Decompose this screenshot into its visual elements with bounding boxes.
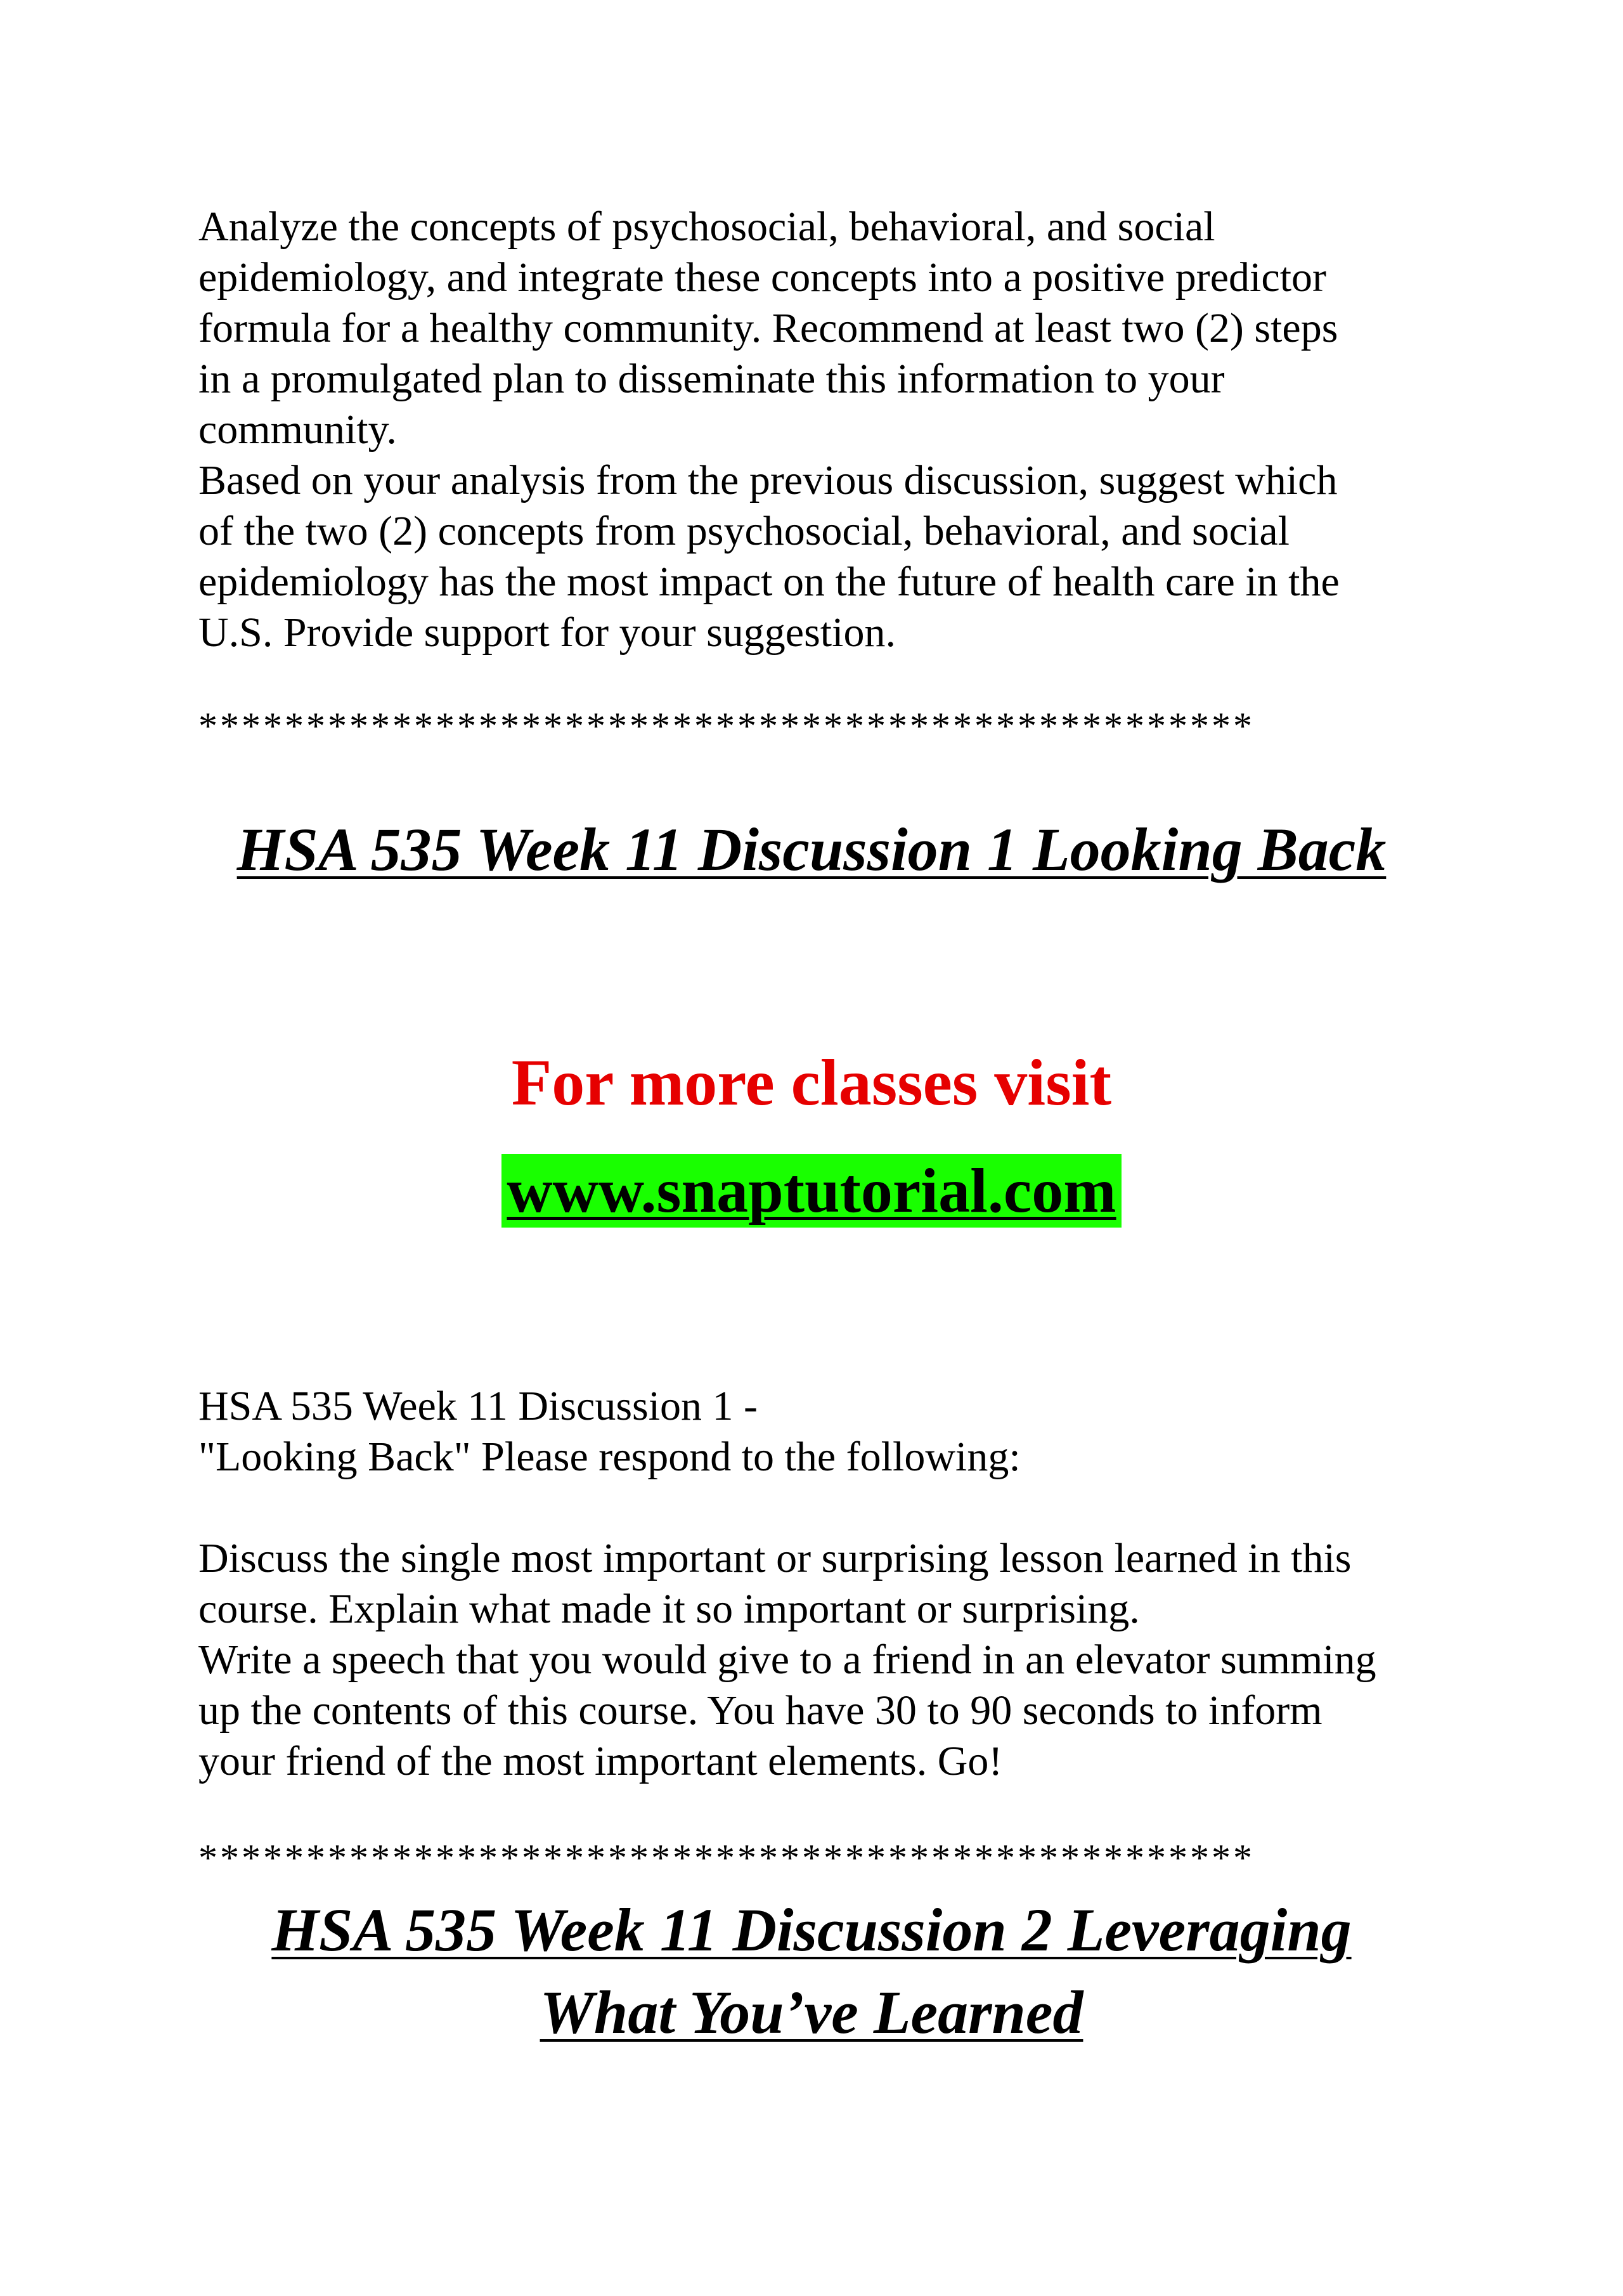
snaptutorial-link[interactable]: www.snaptutorial.com [501, 1154, 1121, 1228]
discussion-1-speech-paragraph: Write a speech that you would give to a friend in an elevator summing up the contents of this course. You have 30 to 90 seconds to inform your friend of the most important elements. Go! [198, 1637, 1376, 1784]
separator-stars: ************************************************* [198, 707, 1255, 745]
separator-stars: ************************************************* [198, 1839, 1255, 1877]
promo-link-wrapper [0, 1154, 1623, 1228]
discussion-1-heading: HSA 535 Week 11 Discussion 1 Looking Back [236, 815, 1387, 883]
assignment-paragraph-suggest: Based on your analysis from the previous discussion, suggest which of the two (2) concepts from psychosocial, behavioral, and social epidemiology has the most impact on the future of health care in the U.S. Provide support for your suggestion. [198, 457, 1340, 656]
assignment-paragraph-analyze: Analyze the concepts of psychosocial, behavioral, and social epidemiology, and integrate these concepts into a positive predictor formula for a healthy community. Recommend at least two (2) steps in a promulgated plan to disseminate this information to your community. [198, 204, 1338, 453]
discussion-2-heading-line-1: HSA 535 Week 11 Discussion 2 Leveraging [271, 1896, 1352, 1964]
discussion-1-lesson-paragraph: Discuss the single most important or surprising lesson learned in this course. Explain what made it so important or surprising. [198, 1535, 1352, 1632]
promo-tagline: For more classes visit [511, 1046, 1112, 1119]
discussion-1-intro: HSA 535 Week 11 Discussion 1 - "Looking Back" Please respond to the following: [198, 1383, 1021, 1480]
discussion-2-heading-line-2: What You’ve Learned [540, 1978, 1083, 2046]
